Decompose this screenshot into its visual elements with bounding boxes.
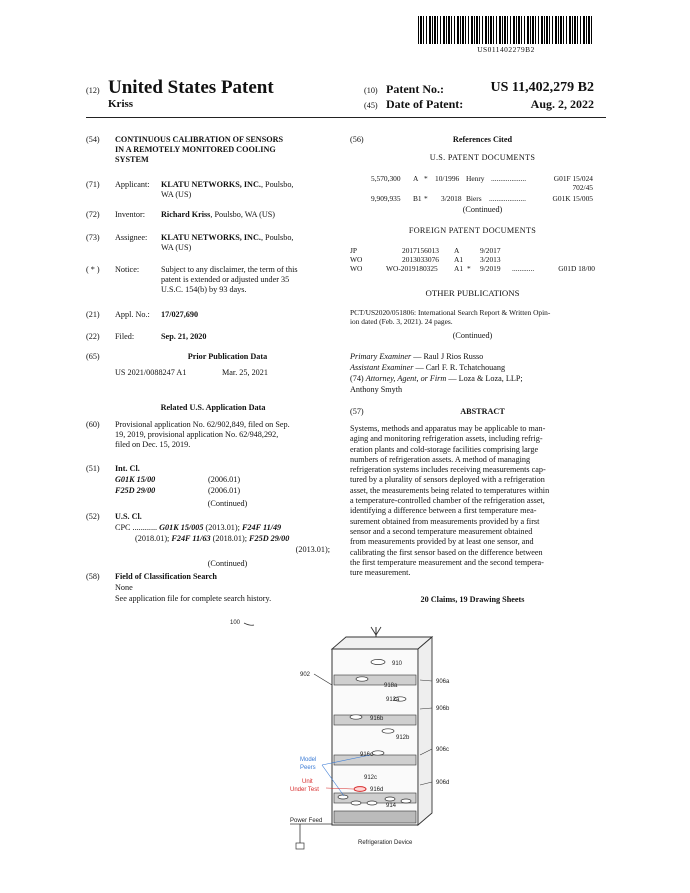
notice-label: Notice: [115, 265, 140, 274]
attorney-name-2: Anthony Smyth [350, 385, 403, 394]
doc-class: G01K 15/005 [552, 194, 593, 203]
prior-pub-date: Mar. 25, 2021 [222, 368, 268, 377]
doc-kind: A [454, 246, 460, 255]
header-num-10: (10) [364, 86, 378, 95]
us-doc-row [371, 194, 593, 204]
field-21-num: (21) [86, 310, 100, 319]
refrigeration-figure [220, 615, 470, 855]
doc-dots: ................... [491, 174, 527, 183]
abstract-line: a temperature-controlled chamber of the refrigeration asset, [350, 496, 545, 506]
notice-value [161, 265, 336, 295]
patent-title: United States Patent [108, 77, 274, 98]
attorney [350, 374, 523, 384]
ref-906b: 906b [436, 706, 450, 712]
cabinet-side [418, 637, 432, 825]
int-cl-code: F25D 29/00 [115, 486, 156, 495]
foreign-docs-heading: FOREIGN PATENT DOCUMENTS [408, 226, 537, 235]
plug-icon [296, 843, 304, 849]
patent-no-label: Patent No.: [386, 82, 444, 96]
ref-916d: 916d [370, 787, 384, 793]
abstract-line: refrigeration systems includes receiving measurements cap- [350, 465, 546, 475]
notice-line: Subject to any disclaimer, the term of this [161, 265, 298, 274]
cpc-line-1 [115, 523, 337, 533]
patent-number: US 11,402,279 B2 [490, 80, 594, 95]
applicant-state: WA (US) [161, 190, 192, 199]
barcode-number: US011402279B2 [477, 45, 535, 54]
sensor-918a [356, 677, 368, 681]
doc-name: Biers [466, 194, 482, 203]
assignee-state: WA (US) [161, 243, 192, 252]
other-pub-line: ion dated (Feb. 3, 2021). 24 pages. [350, 317, 453, 327]
assistant-examiner-label: Assistant Examiner [350, 363, 414, 372]
field-58-num: (58) [86, 572, 100, 581]
cpc-code: G01K 15/005 [159, 523, 204, 532]
abstract-line: numbers of refrigeration assets. A method of managing [350, 454, 531, 464]
other-pub-line: PCT/US2020/051806: International Search Report & Written Opin- [350, 308, 551, 317]
assistant-examiner-name: — Carl F. R. Tchatchouang [413, 363, 506, 372]
doc-class: G01F 15/024 [553, 174, 593, 183]
sensor-916d-under-test [354, 787, 366, 792]
doc-kind: A1 [454, 264, 464, 273]
related-heading: Related U.S. Application Data [160, 403, 266, 412]
field-51-num: (51) [86, 464, 100, 473]
attorney-name: — Loza & Loza, LLP; [446, 374, 523, 383]
doc-country: WO [350, 255, 363, 264]
provisional-line: Provisional application No. 62/902,849, filed on Sep. [115, 420, 290, 429]
sensor-peer [338, 795, 348, 799]
us-doc-row [371, 174, 593, 194]
ref-912b: 912b [396, 735, 410, 741]
doc-date: 3/2018 [441, 194, 462, 203]
patent-date: Aug. 2, 2022 [530, 97, 594, 111]
field-71-num: (71) [86, 180, 100, 189]
cpc-code: F25D 29/00 [249, 534, 290, 543]
doc-kind: A [413, 174, 419, 183]
title-line: IN A REMOTELY MONITORED COOLING [115, 145, 276, 154]
abstract-line: sensor and a second temperature measurement obtained [350, 526, 533, 536]
abstract-line: calibrating the first sensor based on the difference between [350, 547, 543, 557]
sensor-916c [372, 751, 384, 755]
inventor-name: Richard Kriss [161, 210, 211, 219]
doc-number: 5,570,300 [371, 174, 401, 183]
model-label: Model [300, 757, 317, 763]
ref-912a: 912a [386, 697, 400, 703]
doc-name: Henry [466, 174, 485, 183]
assignee-city: , Poulsbo, [260, 233, 294, 242]
doc-date: 10/1996 [435, 174, 460, 183]
field-60-num: (60) [86, 420, 100, 429]
field-56-num: (56) [350, 135, 364, 144]
unit-label: Unit [302, 779, 313, 785]
abstract-heading: ABSTRACT [460, 407, 505, 416]
field-22-num: (22) [86, 332, 100, 341]
power-feed-label: Power Feed [290, 818, 323, 824]
provisional-text [115, 420, 343, 450]
doc-dots: .................... [489, 194, 526, 203]
primary-examiner [350, 352, 483, 362]
abstract-line: identifying a difference between a first temperature mea- [350, 506, 537, 516]
us-docs-continued: (Continued) [462, 205, 503, 214]
doc-country: WO [350, 264, 363, 273]
doc-star: * [424, 194, 428, 203]
field-57-num: (57) [350, 407, 364, 416]
other-pubs-text [350, 308, 595, 327]
assignee-label: Assignee: [115, 233, 148, 242]
doc-date: 3/2013 [480, 255, 501, 264]
cpc-date: (2018.01); [210, 534, 250, 543]
doc-kind: B1 [413, 194, 422, 203]
barcode [418, 16, 594, 44]
abstract-line: aging and monitoring refrigeration assets, including refrig- [350, 434, 543, 444]
doc-class-2: 702/45 [572, 183, 593, 192]
assistant-examiner [350, 363, 505, 373]
cabinet-top [332, 637, 432, 649]
device-label: Refrigeration Device [358, 840, 413, 846]
field-52-num: (52) [86, 512, 100, 521]
abstract-line: from measurements provided by at least one sensor, and [350, 537, 534, 547]
cpc-line-3: (2013.01); [295, 545, 330, 554]
ref-910: 910 [392, 661, 403, 667]
cpc-line-2 [135, 534, 340, 544]
applicant-label: Applicant: [115, 180, 150, 189]
under-test-label: Under Test [290, 787, 319, 793]
cpc-code: F24F 11/49 [241, 523, 282, 532]
field-search-heading: Field of Classification Search [115, 572, 217, 581]
sensor-912b [382, 729, 394, 733]
cpc-label: CPC ............ [115, 523, 158, 532]
appl-no-value: 17/027,690 [161, 310, 199, 319]
abstract-line: the first temperature measurement and the second tempera- [350, 557, 544, 567]
cpc-date: (2013.01); [203, 523, 242, 532]
appl-no-label: Appl. No.: [115, 310, 150, 319]
int-cl-code: G01K 15/00 [115, 475, 156, 484]
int-cl-continued: (Continued) [207, 499, 248, 508]
foreign-doc-row [350, 264, 595, 274]
field-54-num: (54) [86, 135, 100, 144]
doc-date: 9/2017 [480, 246, 501, 255]
ref-902: 902 [300, 672, 311, 678]
abstract-text [350, 424, 595, 578]
base-compressor [334, 811, 416, 823]
cpc-code: F24F 11/63 [171, 534, 211, 543]
other-pubs-heading: OTHER PUBLICATIONS [425, 288, 520, 298]
applicant-name: KLATU NETWORKS, INC. [161, 180, 261, 189]
notice-line: patent is extended or adjusted under 35 [161, 275, 290, 284]
provisional-line: filed on Dec. 15, 2019. [115, 440, 191, 449]
doc-number: 9,909,935 [371, 194, 401, 203]
ref-100: 100 [230, 620, 241, 626]
primary-examiner-name: — Raul J Rios Russo [411, 352, 484, 361]
assignee-value [161, 233, 336, 253]
date-label: Date of Patent: [386, 97, 464, 111]
notice-line: U.S.C. 154(b) by 93 days. [161, 285, 247, 294]
title-line: SYSTEM [115, 155, 149, 164]
invention-title [115, 135, 340, 165]
abstract-line: Systems, methods and apparatus may be applicable to man- [350, 424, 546, 433]
inventor-short: Kriss [108, 98, 134, 110]
leader-line [314, 674, 332, 685]
sensor-910 [371, 659, 385, 664]
assignee-name: KLATU NETWORKS, INC. [161, 233, 261, 242]
cpc-date: (2018.01); [135, 534, 172, 543]
attorney-label: Attorney, Agent, or Firm [365, 374, 447, 383]
sensor-peer [401, 799, 411, 803]
header-num-45: (45) [364, 101, 378, 110]
sensor-916b [350, 715, 362, 719]
applicant-value [161, 180, 336, 200]
doc-star: * [424, 174, 428, 183]
sensor-914 [367, 801, 377, 805]
doc-dots: ............ [512, 264, 535, 273]
title-line: CONTINUOUS CALIBRATION OF SENSORS [115, 135, 284, 144]
sensor-peer [385, 797, 395, 801]
int-cl-date: (2006.01) [208, 486, 241, 495]
prior-pub-number: US 2021/0088247 A1 [115, 368, 187, 377]
other-pubs-continued: (Continued) [452, 331, 493, 340]
us-cl-continued: (Continued) [207, 559, 248, 568]
doc-number: 2013033076 [402, 255, 439, 264]
doc-date: 9/2019 [480, 264, 501, 273]
ref-916c: 916c [360, 752, 374, 758]
primary-examiner-label: Primary Examiner [350, 352, 412, 361]
inventor-label: Inventor: [115, 210, 146, 219]
provisional-line: 19, 2019, provisional application No. 62/948,292, [115, 430, 279, 439]
doc-number: 2017156013 [402, 246, 439, 255]
ref-906a: 906a [436, 679, 450, 685]
inventor-location: , Poulsbo, WA (US) [210, 210, 276, 219]
ref-918a: 918a [384, 683, 398, 689]
field-72-num: (72) [86, 210, 100, 219]
header-rule [86, 117, 606, 118]
references-heading: References Cited [452, 135, 513, 144]
abstract-line: tured by a plurality of sensors deployed with a refrigeration [350, 475, 545, 485]
us-docs-heading: U.S. PATENT DOCUMENTS [429, 153, 536, 162]
leader-line [244, 623, 254, 625]
doc-class: G01D 18/00 [558, 264, 595, 273]
sensor-peer [351, 801, 361, 805]
ref-914: 914 [386, 803, 397, 809]
doc-country: JP [350, 246, 357, 255]
prior-pub-heading: Prior Publication Data [187, 352, 268, 361]
abstract-line: eration plants and cold-storage facilities comprising large [350, 444, 539, 454]
field-search-none: None [115, 583, 133, 592]
int-cl-date: (2006.01) [208, 475, 241, 484]
doc-star: * [467, 264, 471, 273]
filed-label: Filed: [115, 332, 135, 341]
us-cl-heading: U.S. Cl. [115, 512, 142, 521]
ref-912c: 912c [364, 775, 378, 781]
header-num-12: (12) [86, 86, 100, 95]
abstract-line: asset, the measurements being related to temperatures within [350, 485, 550, 495]
doc-kind: A1 [454, 255, 464, 264]
peers-label: Peers [300, 765, 316, 771]
ref-916b: 916b [370, 716, 384, 722]
inventor-value [161, 210, 336, 220]
int-cl-heading: Int. Cl. [115, 464, 140, 473]
claims-summary: 20 Claims, 19 Drawing Sheets [420, 595, 525, 604]
doc-number: WO-2019180325 [386, 264, 438, 273]
ref-906d: 906d [436, 780, 450, 786]
notice-num: ( * ) [86, 265, 100, 274]
applicant-city: , Poulsbo, [260, 180, 294, 189]
ref-906c: 906c [436, 747, 450, 753]
field-73-num: (73) [86, 233, 100, 242]
abstract-line: surement obtained from measurements provided by a first [350, 516, 540, 526]
shelf-a [334, 675, 416, 685]
field-65-num: (65) [86, 352, 100, 361]
filed-value: Sep. 21, 2020 [161, 332, 207, 341]
field-search-see: See application file for complete search history. [115, 594, 272, 603]
attorney-num: (74) [350, 374, 366, 383]
abstract-line: ture measurement. [350, 568, 411, 578]
